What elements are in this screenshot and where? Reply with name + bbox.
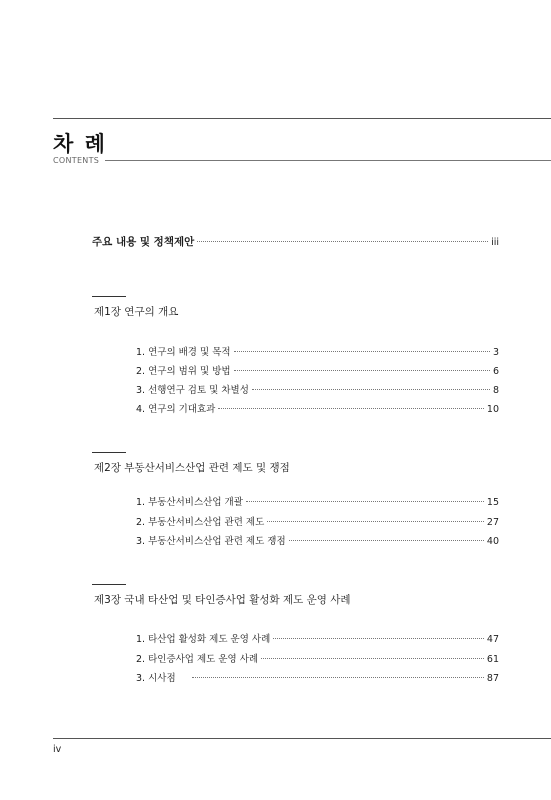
page-number: iv xyxy=(53,744,62,755)
dot-leader xyxy=(234,351,490,352)
toc-entry-page: 3 xyxy=(492,347,499,358)
toc-entry-page: 87 xyxy=(486,673,499,684)
toc-entry-page: 10 xyxy=(486,404,499,415)
toc-entry-label: 2. 부동산서비스산업 관련 제도 xyxy=(136,517,265,528)
toc-entry-page: 61 xyxy=(486,654,499,665)
dot-leader xyxy=(289,540,484,541)
toc-entry-label: 3. 선행연구 검토 및 차별성 xyxy=(136,385,249,396)
toc-entry-page: 47 xyxy=(486,634,499,645)
toc-entry-page: 8 xyxy=(492,385,499,396)
page-title: 차 례 xyxy=(53,132,107,156)
toc-entry-page: 15 xyxy=(486,497,499,508)
toc-entry-intro[interactable] xyxy=(92,234,499,249)
toc-entry-label: 2. 연구의 범위 및 방법 xyxy=(136,366,231,377)
toc-entry-label: 4. 연구의 기대효과 xyxy=(136,404,216,415)
chapter-rule xyxy=(92,452,126,453)
chapter-title[interactable]: 제1장 연구의 개요 xyxy=(94,306,179,318)
toc-entry-label: 3. 부동산서비스산업 관련 제도 쟁점 xyxy=(136,536,286,547)
dot-leader xyxy=(192,677,484,678)
toc-entry[interactable] xyxy=(136,401,499,415)
toc-entry[interactable] xyxy=(136,514,499,528)
toc-entry[interactable] xyxy=(136,363,499,377)
toc-entry[interactable] xyxy=(136,344,499,358)
dot-leader xyxy=(197,241,488,242)
toc-entry-label: 1. 연구의 배경 및 목적 xyxy=(136,347,231,358)
toc-entry[interactable] xyxy=(136,670,499,684)
toc-entry[interactable] xyxy=(136,651,499,665)
toc-entry[interactable] xyxy=(136,631,499,645)
top-rule xyxy=(53,118,551,119)
subtitle-row xyxy=(53,154,551,166)
chapter-title[interactable]: 제2장 부동산서비스산업 관련 제도 및 쟁점 xyxy=(94,462,290,474)
bottom-rule xyxy=(53,738,551,739)
toc-entry-label: 주요 내용 및 정책제안 xyxy=(92,236,195,248)
toc-entry-page: 6 xyxy=(492,366,499,377)
toc-entry-label: 1. 부동산서비스산업 개괄 xyxy=(136,497,243,508)
toc-entry-label: 2. 타인증사업 제도 운영 사례 xyxy=(136,654,259,665)
dot-leader xyxy=(252,389,490,390)
chapter-title[interactable]: 제3장 국내 타산업 및 타인증사업 활성화 제도 운영 사례 xyxy=(94,594,351,606)
toc-entry[interactable] xyxy=(136,382,499,396)
subtitle-rule xyxy=(105,160,551,161)
chapter-rule xyxy=(92,584,126,585)
toc-entry-page: 27 xyxy=(486,517,499,528)
toc-entry[interactable] xyxy=(136,533,499,547)
page-subtitle: CONTENTS xyxy=(53,155,100,165)
toc-entry-label: 3. 시사점 xyxy=(136,673,176,684)
chapter-rule xyxy=(92,296,126,297)
dot-leader xyxy=(234,370,490,371)
dot-leader xyxy=(267,521,484,522)
toc-entry[interactable] xyxy=(136,494,499,508)
dot-leader xyxy=(246,501,484,502)
toc-entry-page: iii xyxy=(491,237,499,248)
toc-entry-label: 1. 타산업 활성화 제도 운영 사례 xyxy=(136,634,271,645)
dot-leader xyxy=(261,658,484,659)
dot-leader xyxy=(273,638,484,639)
dot-leader xyxy=(218,408,484,409)
toc-entry-page: 40 xyxy=(486,536,499,547)
